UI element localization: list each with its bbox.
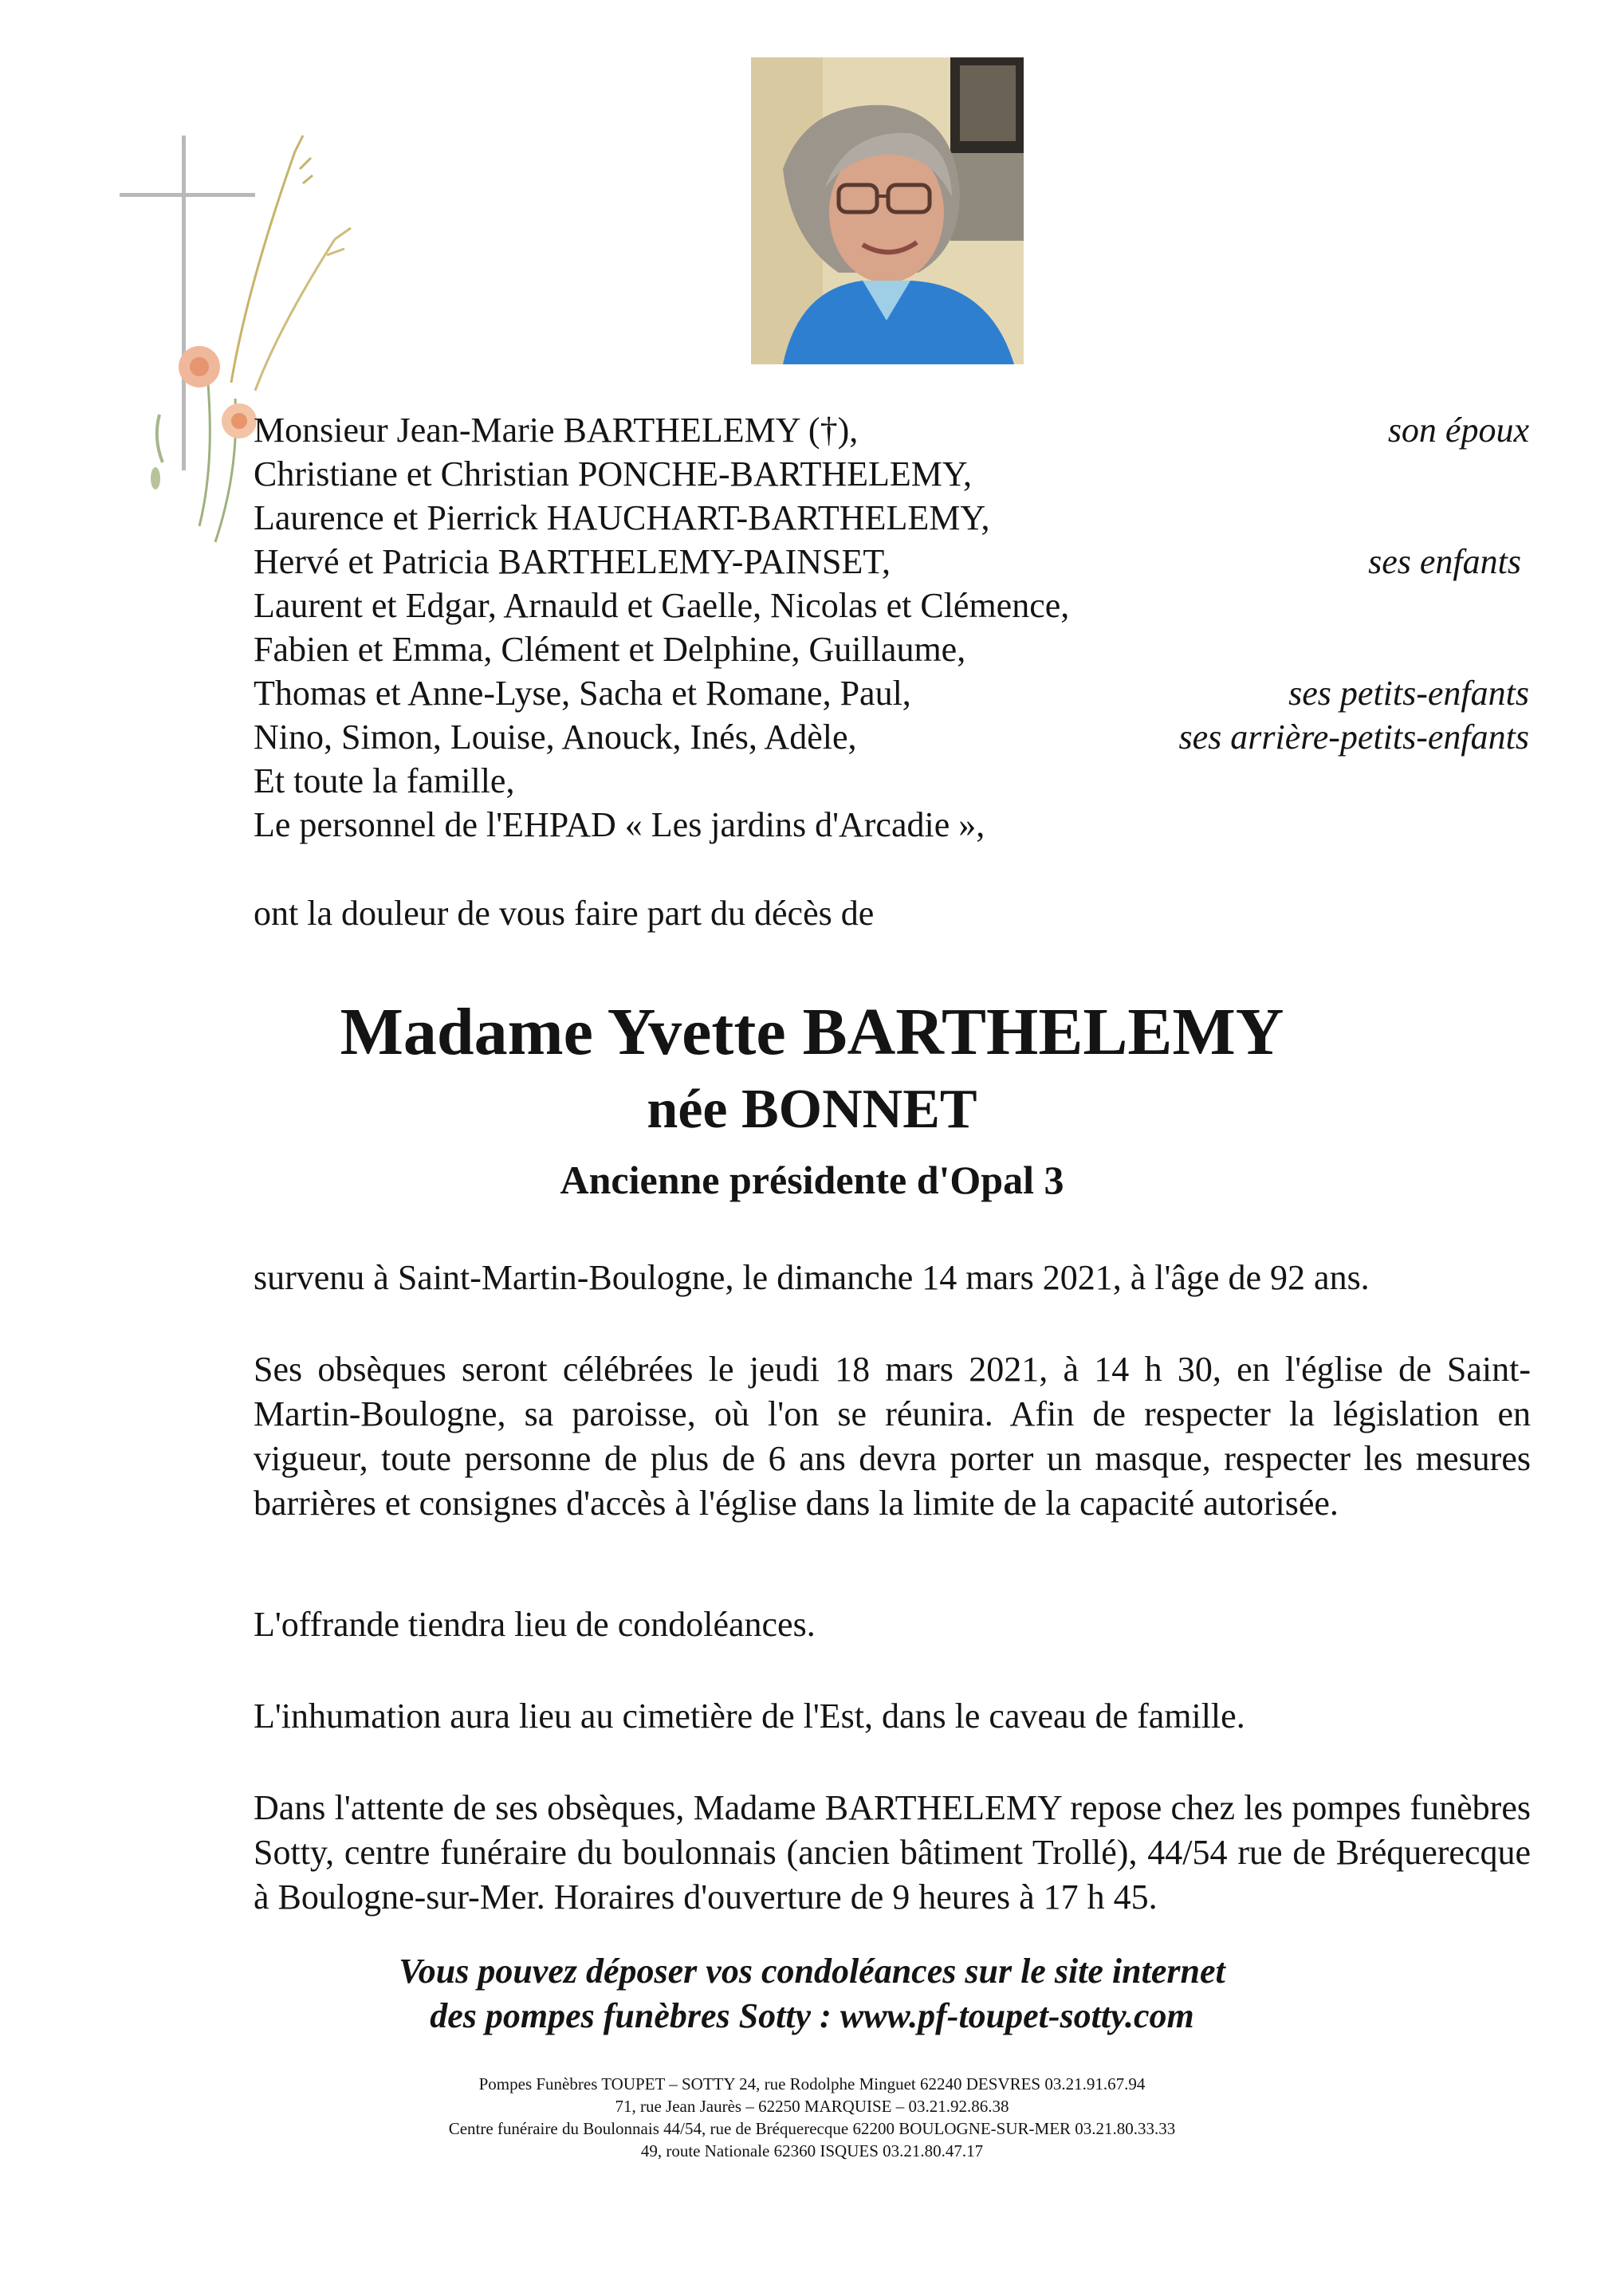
family-row xyxy=(254,496,1529,540)
footer-line: 49, route Nationale 62360 ISQUES 03.21.80.47.17 xyxy=(640,2141,984,2160)
deceased-name: Madame Yvette BARTHELEMY xyxy=(340,995,1284,1069)
family-row xyxy=(254,715,1529,759)
family-row xyxy=(254,627,1529,671)
burial-details: L'inhumation aura lieu au cimetière de l'Est, dans le caveau de famille. xyxy=(254,1696,1245,1736)
family-role: ses enfants xyxy=(1368,542,1521,581)
footer-line: Centre funéraire du Boulonnais 44/54, rue de Bréquerecque 62200 BOULOGNE-SUR-MER 03.21.80.33.33 xyxy=(448,2119,1176,2138)
family-member-text: Monsieur Jean-Marie BARTHELEMY (†), xyxy=(254,411,859,450)
family-role: ses petits-enfants xyxy=(1288,674,1529,713)
family-row xyxy=(254,803,1529,847)
funeral-details: Ses obsèques seront célébrées le jeudi 18 mars 2021, à 14 h 30, en l'église de Saint-Martin-Boulogne, sa paroisse, où l'on se réunira. Afin de respecter la législation en vigueur, toute personne de plus de 6 ans devra porter un masque, respecter les mesures barrières et consignes d'accès à l'église dans la limite de la capacité autorisée. xyxy=(254,1350,1531,1523)
announcement-text: ont la douleur de vous faire part du décès de xyxy=(254,894,875,933)
resting-place-details: Dans l'attente de ses obsèques, Madame BARTHELEMY repose chez les pompes funèbres Sotty, centre funéraire du boulonnais (ancien bâtiment Trollé), 44/54 rue de Bréquerecque à Boulogne-sur-Mer. Horaires d'ouverture de 9 heures à 17 h 45. xyxy=(254,1788,1531,1917)
deceased-maiden-name: née BONNET xyxy=(647,1079,977,1140)
family-row xyxy=(254,452,1529,496)
family-member-text: Hervé et Patricia BARTHELEMY-PAINSET, xyxy=(254,542,891,581)
family-member-text: Le personnel de l'EHPAD « Les jardins d'Arcadie », xyxy=(254,805,985,844)
condolences-line-1: Vous pouvez déposer vos condoléances sur le site internet xyxy=(399,1952,1225,1991)
portrait-photo xyxy=(751,57,1024,364)
cross-icon xyxy=(182,136,186,470)
deceased-title: Ancienne présidente d'Opal 3 xyxy=(560,1158,1064,1202)
family-member-text: Nino, Simon, Louise, Anouck, Inés, Adèle, xyxy=(254,718,857,757)
family-list xyxy=(254,408,1529,847)
death-details: survenu à Saint-Martin-Boulogne, le dimanche 14 mars 2021, à l'âge de 92 ans. xyxy=(254,1258,1370,1297)
family-member-text: Fabien et Emma, Clément et Delphine, Guillaume, xyxy=(254,630,966,669)
footer-line: 71, rue Jean Jaurès – 62250 MARQUISE – 03.21.92.86.38 xyxy=(615,2097,1009,2116)
family-member-text: Laurence et Pierrick HAUCHART-BARTHELEMY, xyxy=(254,498,990,537)
family-row xyxy=(254,759,1529,803)
family-row xyxy=(254,408,1529,452)
family-member-text: Christiane et Christian PONCHE-BARTHELEMY, xyxy=(254,454,972,493)
family-role: ses arrière-petits-enfants xyxy=(1178,718,1529,757)
family-role: son époux xyxy=(1387,411,1529,450)
footer-line: Pompes Funèbres TOUPET – SOTTY 24, rue Rodolphe Minguet 62240 DESVRES 03.21.91.67.94 xyxy=(478,2074,1146,2094)
family-member-text: Thomas et Anne-Lyse, Sacha et Romane, Paul, xyxy=(254,674,911,713)
family-row xyxy=(254,540,1529,584)
family-row xyxy=(254,584,1529,627)
condolences-note xyxy=(0,1949,1624,2038)
family-member-text: Et toute la famille, xyxy=(254,761,515,800)
family-row xyxy=(254,671,1529,715)
condolences-website-line[interactable]: des pompes funèbres Sotty : www.pf-toupet-sotty.com xyxy=(430,1996,1194,2035)
funeral-home-footer xyxy=(0,2073,1624,2162)
offering-note: L'offrande tiendra lieu de condoléances. xyxy=(254,1605,816,1644)
family-member-text: Laurent et Edgar, Arnauld et Gaelle, Nicolas et Clémence, xyxy=(254,586,1070,625)
